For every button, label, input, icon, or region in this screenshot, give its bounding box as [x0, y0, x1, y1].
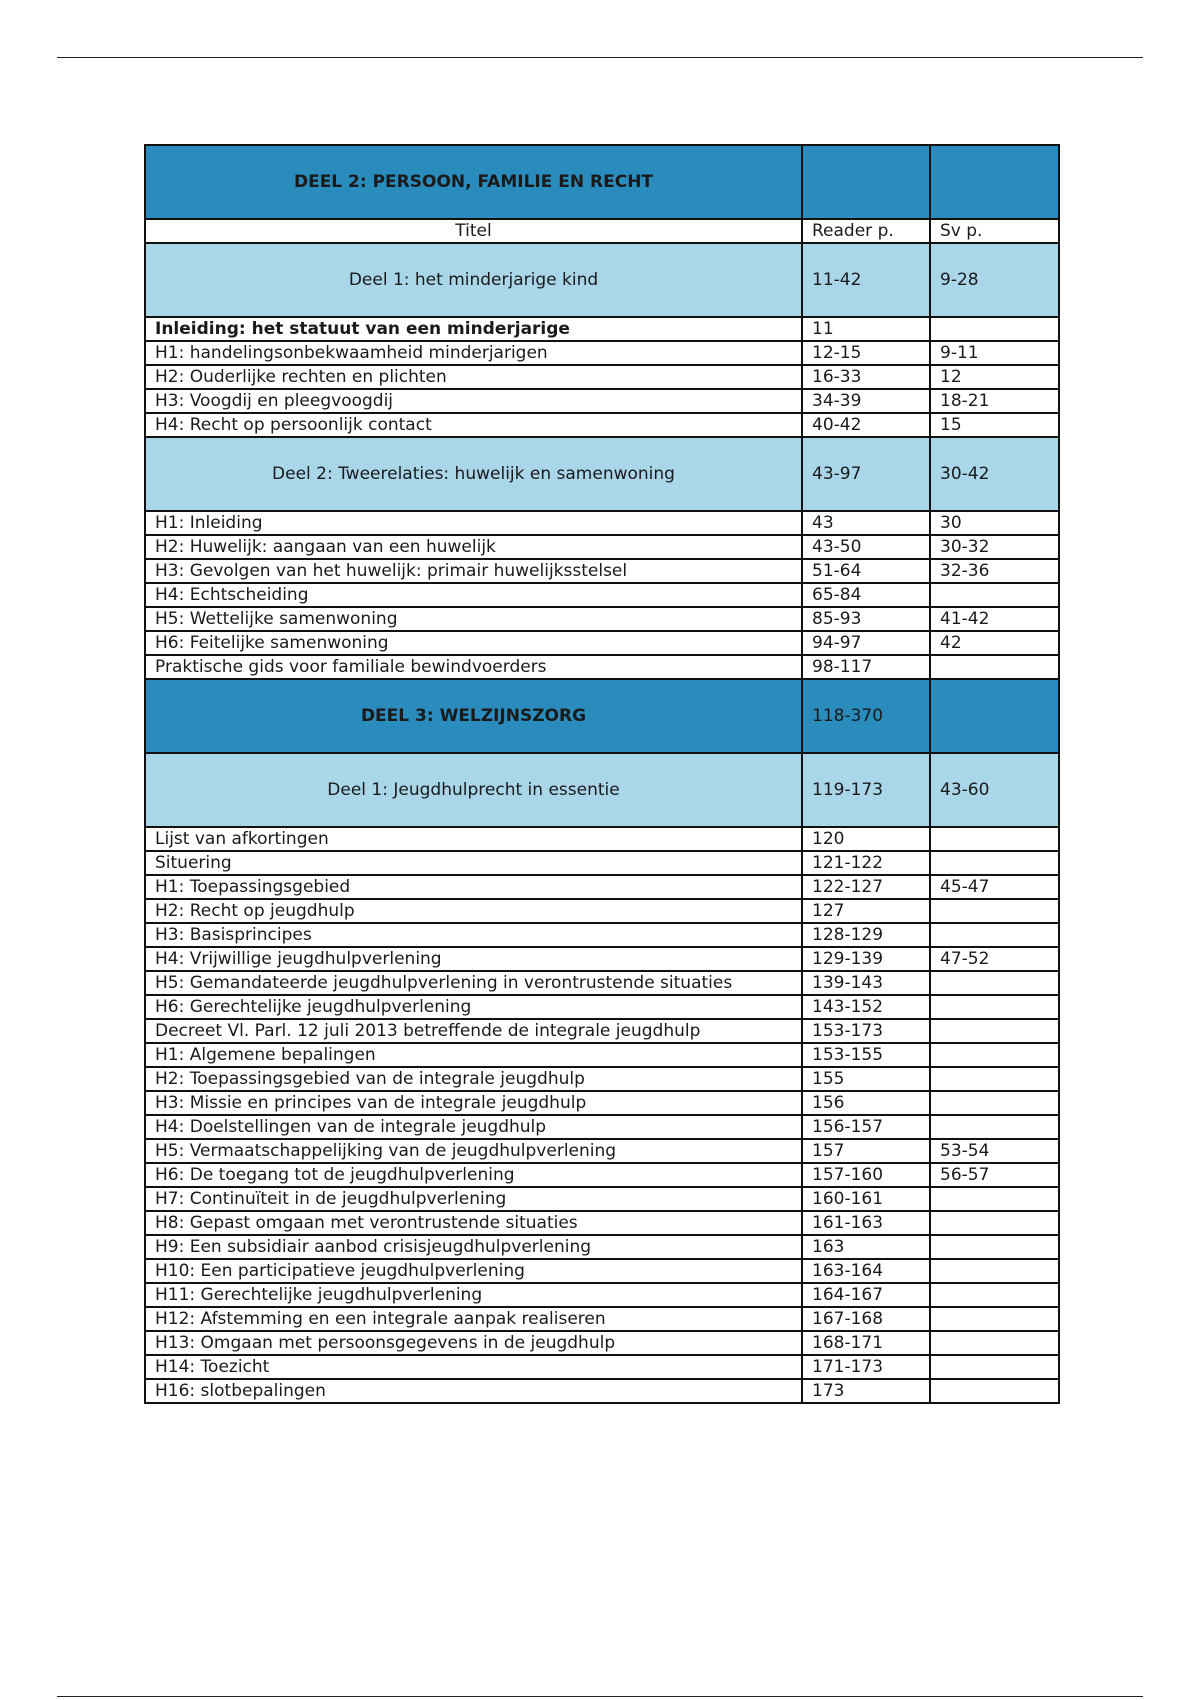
reader-page-cell: 98-117 [802, 655, 930, 679]
sv-page-cell: 47-52 [930, 947, 1059, 971]
reader-page-cell: 118-370 [802, 679, 930, 753]
table-row [145, 1187, 1059, 1211]
title-cell: H13: Omgaan met persoonsgegevens in de jeugdhulp [145, 1331, 802, 1355]
sv-page-cell [930, 145, 1059, 219]
sv-page-cell [930, 583, 1059, 607]
table-row [145, 559, 1059, 583]
title-cell: H1: Algemene bepalingen [145, 1043, 802, 1067]
sv-page-cell [930, 1067, 1059, 1091]
reader-page-cell: 160-161 [802, 1187, 930, 1211]
title-cell: H3: Missie en principes van de integrale jeugdhulp [145, 1091, 802, 1115]
table-row [145, 1235, 1059, 1259]
sv-page-cell [930, 1259, 1059, 1283]
table-row [145, 1163, 1059, 1187]
subsection-row [145, 437, 1059, 511]
title-cell: H2: Toepassingsgebied van de integrale jeugdhulp [145, 1067, 802, 1091]
sv-page-cell [930, 1043, 1059, 1067]
title-cell: H7: Continuïteit in de jeugdhulpverlening [145, 1187, 802, 1211]
title-cell: H5: Vermaatschappelijking van de jeugdhulpverlening [145, 1139, 802, 1163]
title-cell: Praktische gids voor familiale bewindvoerders [145, 655, 802, 679]
title-cell: H6: De toegang tot de jeugdhulpverlening [145, 1163, 802, 1187]
title-cell: H5: Gemandateerde jeugdhulpverlening in verontrustende situaties [145, 971, 802, 995]
title-cell: DEEL 3: WELZIJNSZORG [145, 679, 802, 753]
title-cell: H14: Toezicht [145, 1355, 802, 1379]
title-cell: H12: Afstemming en een integrale aanpak realiseren [145, 1307, 802, 1331]
table-row [145, 631, 1059, 655]
table-row [145, 947, 1059, 971]
title-cell: H8: Gepast omgaan met verontrustende situaties [145, 1211, 802, 1235]
reader-page-cell: 153-155 [802, 1043, 930, 1067]
sv-page-cell [930, 679, 1059, 753]
reader-page-cell: 120 [802, 827, 930, 851]
reader-page-cell: 51-64 [802, 559, 930, 583]
table-row [145, 1115, 1059, 1139]
table-row [145, 535, 1059, 559]
reader-page-cell: 156 [802, 1091, 930, 1115]
reader-page-cell: 168-171 [802, 1331, 930, 1355]
table-row [145, 583, 1059, 607]
sv-page-cell: 42 [930, 631, 1059, 655]
title-cell: H4: Recht op persoonlijk contact [145, 413, 802, 437]
section-header-row [145, 679, 1059, 753]
sv-page-cell [930, 827, 1059, 851]
sv-page-cell: 45-47 [930, 875, 1059, 899]
subsection-row [145, 243, 1059, 317]
footer-rule [57, 1696, 1143, 1697]
reader-page-cell: 94-97 [802, 631, 930, 655]
table-row [145, 1043, 1059, 1067]
sv-page-cell: 32-36 [930, 559, 1059, 583]
title-cell: H1: Inleiding [145, 511, 802, 535]
table-row [145, 389, 1059, 413]
title-cell: H4: Echtscheiding [145, 583, 802, 607]
sv-page-cell: 9-11 [930, 341, 1059, 365]
sv-page-cell: 30-32 [930, 535, 1059, 559]
title-cell: H3: Gevolgen van het huwelijk: primair huwelijksstelsel [145, 559, 802, 583]
reader-page-cell: 129-139 [802, 947, 930, 971]
reader-page-cell: 157 [802, 1139, 930, 1163]
sv-page-cell: 18-21 [930, 389, 1059, 413]
reader-page-cell: Reader p. [802, 219, 930, 243]
table-row [145, 511, 1059, 535]
sv-page-cell: 30-42 [930, 437, 1059, 511]
title-cell: Deel 2: Tweerelaties: huwelijk en samenwoning [145, 437, 802, 511]
title-cell: H5: Wettelijke samenwoning [145, 607, 802, 631]
title-cell: H2: Recht op jeugdhulp [145, 899, 802, 923]
table-row [145, 1379, 1059, 1403]
reader-page-cell: 65-84 [802, 583, 930, 607]
title-cell: Decreet Vl. Parl. 12 juli 2013 betreffende de integrale jeugdhulp [145, 1019, 802, 1043]
table-row [145, 341, 1059, 365]
title-cell: H6: Gerechtelijke jeugdhulpverlening [145, 995, 802, 1019]
reader-page-cell: 153-173 [802, 1019, 930, 1043]
sv-page-cell [930, 1355, 1059, 1379]
table-row [145, 1355, 1059, 1379]
sv-page-cell [930, 1235, 1059, 1259]
reader-page-cell: 127 [802, 899, 930, 923]
reader-page-cell: 161-163 [802, 1211, 930, 1235]
title-cell: H1: Toepassingsgebied [145, 875, 802, 899]
sv-page-cell [930, 971, 1059, 995]
table-row [145, 851, 1059, 875]
sv-page-cell: 43-60 [930, 753, 1059, 827]
table-row [145, 1067, 1059, 1091]
reader-page-cell: 157-160 [802, 1163, 930, 1187]
reader-page-cell: 167-168 [802, 1307, 930, 1331]
reader-page-cell: 85-93 [802, 607, 930, 631]
reader-page-cell: 171-173 [802, 1355, 930, 1379]
sv-page-cell [930, 995, 1059, 1019]
reader-page-cell: 143-152 [802, 995, 930, 1019]
title-cell: H4: Doelstellingen van de integrale jeugdhulp [145, 1115, 802, 1139]
table-row [145, 413, 1059, 437]
sv-page-cell [930, 1379, 1059, 1403]
reader-page-cell: 163 [802, 1235, 930, 1259]
title-cell: H6: Feitelijke samenwoning [145, 631, 802, 655]
title-cell: H9: Een subsidiair aanbod crisisjeugdhulpverlening [145, 1235, 802, 1259]
title-cell: H3: Voogdij en pleegvoogdij [145, 389, 802, 413]
title-cell: H10: Een participatieve jeugdhulpverlening [145, 1259, 802, 1283]
table-row [145, 923, 1059, 947]
title-cell: H2: Ouderlijke rechten en plichten [145, 365, 802, 389]
table-row [145, 1283, 1059, 1307]
reader-page-cell: 11-42 [802, 243, 930, 317]
sv-page-cell: 15 [930, 413, 1059, 437]
sv-page-cell: 56-57 [930, 1163, 1059, 1187]
header-rule [57, 57, 1143, 58]
reader-page-cell: 43-97 [802, 437, 930, 511]
sv-page-cell [930, 1211, 1059, 1235]
reader-page-cell: 16-33 [802, 365, 930, 389]
title-cell: Situering [145, 851, 802, 875]
sv-page-cell [930, 1331, 1059, 1355]
reader-page-cell: 43 [802, 511, 930, 535]
sv-page-cell: 12 [930, 365, 1059, 389]
sv-page-cell [930, 899, 1059, 923]
title-cell: Titel [145, 219, 802, 243]
sv-page-cell: 53-54 [930, 1139, 1059, 1163]
subsection-row [145, 753, 1059, 827]
title-cell: H11: Gerechtelijke jeugdhulpverlening [145, 1283, 802, 1307]
reader-page-cell [802, 145, 930, 219]
sv-page-cell [930, 655, 1059, 679]
reader-page-cell: 156-157 [802, 1115, 930, 1139]
table-row [145, 317, 1059, 341]
title-cell: H1: handelingsonbekwaamheid minderjarigen [145, 341, 802, 365]
table-row [145, 1259, 1059, 1283]
table-row [145, 1211, 1059, 1235]
sv-page-cell: 41-42 [930, 607, 1059, 631]
title-cell: H16: slotbepalingen [145, 1379, 802, 1403]
sv-page-cell: Sv p. [930, 219, 1059, 243]
sv-page-cell [930, 317, 1059, 341]
reader-page-cell: 121-122 [802, 851, 930, 875]
contents-table [144, 144, 1060, 1404]
section-header-row [145, 145, 1059, 219]
title-cell: Deel 1: het minderjarige kind [145, 243, 802, 317]
table-row [145, 875, 1059, 899]
sv-page-cell: 30 [930, 511, 1059, 535]
table-row [145, 1019, 1059, 1043]
table-row [145, 1091, 1059, 1115]
contents-table-body [145, 145, 1059, 1403]
table-row [145, 971, 1059, 995]
sv-page-cell [930, 851, 1059, 875]
table-row [145, 827, 1059, 851]
table-row [145, 899, 1059, 923]
sv-page-cell [930, 1283, 1059, 1307]
table-row [145, 995, 1059, 1019]
sv-page-cell [930, 1187, 1059, 1211]
table-row [145, 1307, 1059, 1331]
reader-page-cell: 12-15 [802, 341, 930, 365]
reader-page-cell: 164-167 [802, 1283, 930, 1307]
reader-page-cell: 40-42 [802, 413, 930, 437]
table-row [145, 655, 1059, 679]
title-cell: Deel 1: Jeugdhulprecht in essentie [145, 753, 802, 827]
table-row [145, 1139, 1059, 1163]
title-cell: H3: Basisprincipes [145, 923, 802, 947]
reader-page-cell: 139-143 [802, 971, 930, 995]
reader-page-cell: 173 [802, 1379, 930, 1403]
reader-page-cell: 122-127 [802, 875, 930, 899]
sv-page-cell [930, 923, 1059, 947]
sv-page-cell [930, 1307, 1059, 1331]
reader-page-cell: 155 [802, 1067, 930, 1091]
reader-page-cell: 11 [802, 317, 930, 341]
table-row [145, 365, 1059, 389]
title-cell: H4: Vrijwillige jeugdhulpverlening [145, 947, 802, 971]
column-header-row [145, 219, 1059, 243]
table-row [145, 607, 1059, 631]
title-cell: H2: Huwelijk: aangaan van een huwelijk [145, 535, 802, 559]
sv-page-cell: 9-28 [930, 243, 1059, 317]
reader-page-cell: 128-129 [802, 923, 930, 947]
table-row [145, 1331, 1059, 1355]
reader-page-cell: 163-164 [802, 1259, 930, 1283]
sv-page-cell [930, 1091, 1059, 1115]
reader-page-cell: 119-173 [802, 753, 930, 827]
sv-page-cell [930, 1115, 1059, 1139]
title-cell: Lijst van afkortingen [145, 827, 802, 851]
title-cell: Inleiding: het statuut van een minderjarige [145, 317, 802, 341]
title-cell: DEEL 2: PERSOON, FAMILIE EN RECHT [145, 145, 802, 219]
reader-page-cell: 34-39 [802, 389, 930, 413]
reader-page-cell: 43-50 [802, 535, 930, 559]
sv-page-cell [930, 1019, 1059, 1043]
